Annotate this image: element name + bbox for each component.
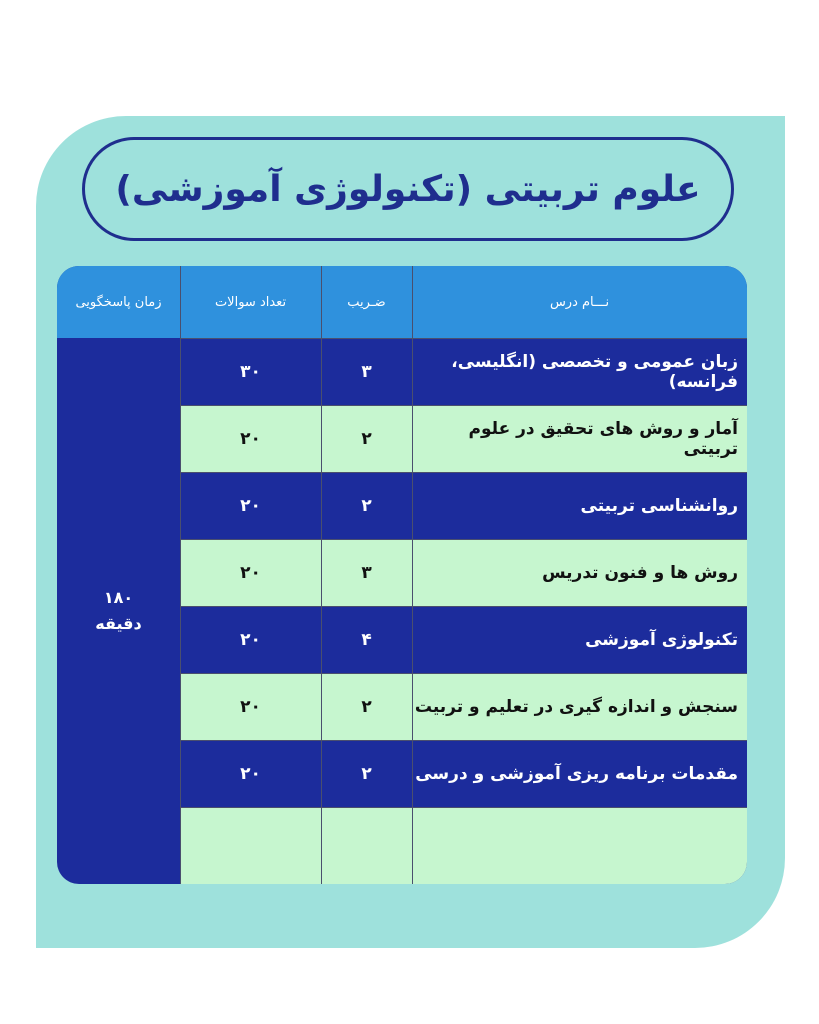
header-subject: نـــام درس bbox=[549, 294, 610, 310]
table-row-empty bbox=[180, 807, 747, 884]
title-banner bbox=[82, 137, 734, 241]
coefficient-cell: ۳ bbox=[361, 562, 372, 583]
question-count-cell: ۲۰ bbox=[240, 696, 261, 717]
header-question-count: تعداد سوالات bbox=[214, 294, 287, 310]
row-divider bbox=[180, 472, 747, 473]
table-row bbox=[180, 472, 747, 539]
question-count-cell: ۲۰ bbox=[240, 428, 261, 449]
header-response-time: زمان پاسخگویی bbox=[75, 294, 162, 310]
page-title: علوم تربیتی (تکنولوژی آموزشی) bbox=[115, 168, 701, 210]
coefficient-cell: ۲ bbox=[361, 763, 372, 784]
subject-cell: زبان عمومی و تخصصی (انگلیسی، فرانسه) bbox=[451, 351, 738, 392]
table-row bbox=[180, 740, 747, 807]
coefficient-cell: ۴ bbox=[361, 629, 372, 650]
subject-cell: روانشناسی تربیتی bbox=[580, 495, 738, 516]
coefficient-cell: ۲ bbox=[361, 495, 372, 516]
row-divider bbox=[180, 539, 747, 540]
table-row bbox=[180, 338, 747, 405]
subject-cell: سنجش و اندازه گیری در تعلیم و تربیت bbox=[414, 696, 738, 717]
question-count-cell: ۲۰ bbox=[240, 763, 261, 784]
column-divider bbox=[412, 266, 413, 884]
subject-cell: تکنولوژی آموزشی bbox=[585, 629, 738, 650]
row-divider bbox=[180, 338, 747, 339]
response-time-value: ۱۸۰ bbox=[103, 588, 134, 608]
response-time-cell bbox=[57, 338, 180, 884]
column-divider bbox=[180, 266, 181, 884]
table-row bbox=[180, 606, 747, 673]
column-divider bbox=[321, 266, 322, 884]
row-divider bbox=[180, 405, 747, 406]
coefficient-cell: ۲ bbox=[361, 428, 372, 449]
row-divider bbox=[180, 606, 747, 607]
subject-cell: مقدمات برنامه ریزی آموزشی و درسی bbox=[415, 763, 738, 784]
response-time-unit: دقیقه bbox=[95, 614, 142, 633]
row-divider bbox=[180, 673, 747, 674]
exam-table bbox=[57, 266, 747, 884]
coefficient-cell bbox=[321, 807, 412, 874]
coefficient-cell: ۲ bbox=[361, 696, 372, 717]
header-coefficient: ضـریب bbox=[347, 294, 386, 310]
question-count-cell: ۲۰ bbox=[240, 629, 261, 650]
question-count-cell: ۲۰ bbox=[240, 562, 261, 583]
table-header bbox=[57, 266, 747, 338]
question-count-cell: ۲۰ bbox=[240, 495, 261, 516]
table-row bbox=[180, 539, 747, 606]
table-row bbox=[180, 673, 747, 740]
question-count-cell bbox=[180, 807, 321, 874]
question-count-cell: ۳۰ bbox=[240, 361, 261, 382]
subject-cell bbox=[412, 807, 742, 874]
subject-cell: آمار و روش های تحقیق در علوم تربیتی bbox=[468, 418, 738, 459]
subject-cell: روش ها و فنون تدریس bbox=[542, 562, 738, 583]
table-row bbox=[180, 405, 747, 472]
row-divider bbox=[180, 740, 747, 741]
row-divider bbox=[180, 807, 747, 808]
coefficient-cell: ۳ bbox=[361, 361, 372, 382]
